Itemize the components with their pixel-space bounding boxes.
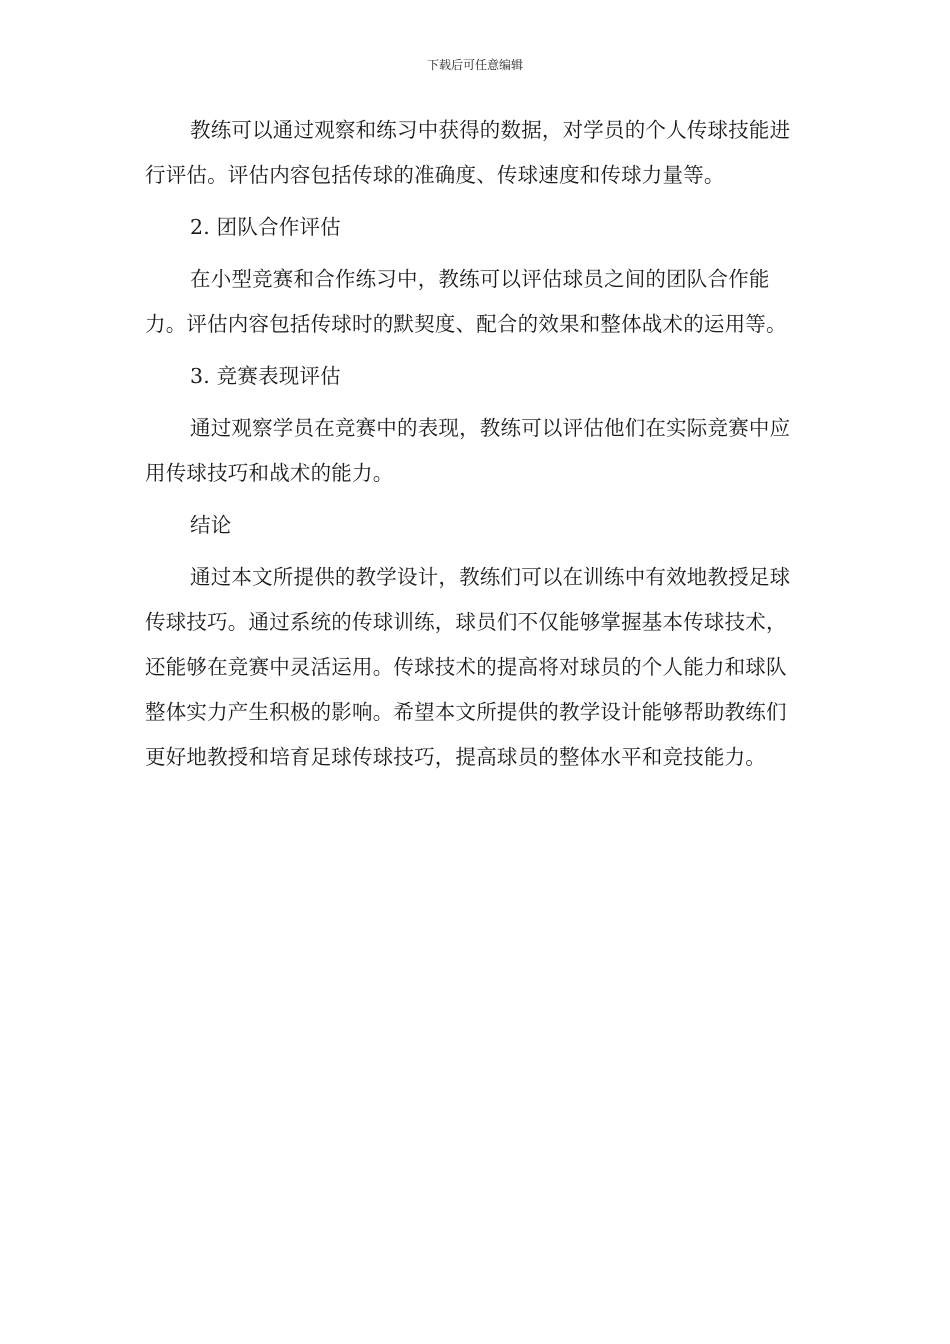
document-body xyxy=(145,108,805,780)
paragraph-individual-assessment: 教练可以通过观察和练习中获得的数据，对学员的个人传球技能进行评估。评估内容包括传球的准确度、传球速度和传球力量等。 xyxy=(145,118,791,187)
page-header: 下载后可任意编辑 xyxy=(426,58,523,72)
paragraph-conclusion: 通过本文所提供的教学设计，教练们可以在训练中有效地教授足球传球技巧。通过系统的传球训练，球员们不仅能够掌握基本传球技术，还能够在竞赛中灵活运用。传球技术的提高将对球员的个人能力和球队整体实力产生积极的影响。希望本文所提供的教学设计能够帮助教练们更好地教授和培育足球传球技巧，提高球员的整体水平和竞技能力。 xyxy=(145,565,791,769)
heading-conclusion: 结论 xyxy=(190,513,232,537)
paragraph-competition-assessment: 通过观察学员在竞赛中的表现，教练可以评估他们在实际竞赛中应用传球技巧和战术的能力。 xyxy=(145,416,791,485)
heading-competition-assessment: 3. 竞赛表现评估 xyxy=(190,364,341,388)
paragraph-team-assessment: 在小型竞赛和合作练习中，教练可以评估球员之间的团队合作能力。评估内容包括传球时的默契度、配合的效果和整体战术的运用等。 xyxy=(145,267,787,336)
heading-team-assessment: 2. 团队合作评估 xyxy=(190,215,341,239)
